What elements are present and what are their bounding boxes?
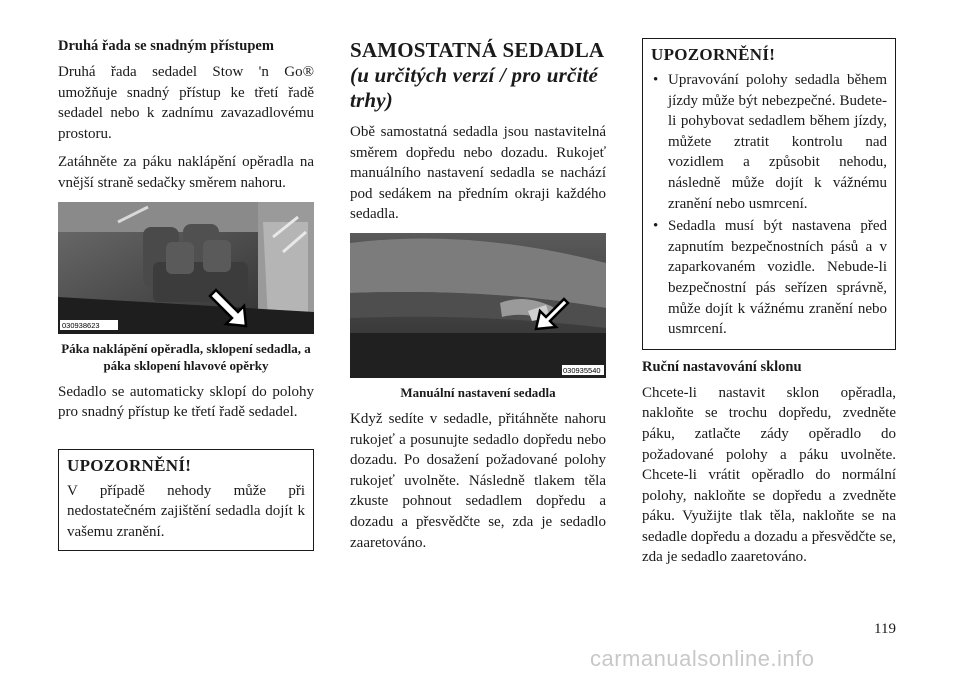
- paragraph: Obě samostatná sedadla jsou nastavitelná směrem dopředu nebo dozadu. Rukojeť manuálního nastavení sedadla se nachází pod sedákem na předním okraji každého sedadla.: [350, 124, 606, 223]
- paragraph: Když sedíte v sedadle, přitáhněte nahoru rukojeť a posunujte sedadlo dopředu nebo dozadu. Po dosažení požadované polohy rukojeť uvolněte. Následně tlakem těla zkuste pohnout sedadlem dopředu a dozadu a přesvědčte se, zda je sedadlo zaaretováno.: [350, 410, 606, 551]
- section-title: SAMOSTATNÁ SEDADLA: [350, 38, 605, 62]
- bullet-icon: •: [653, 218, 659, 235]
- figure-code: 030935540: [563, 365, 601, 375]
- warning-box: [58, 449, 314, 551]
- warning-title: UPOZORNĚNÍ!: [651, 45, 776, 64]
- column-right: [642, 38, 896, 576]
- bullet-icon: •: [653, 72, 659, 88]
- figure-seat-lever: [58, 202, 314, 334]
- paragraph: Druhá řada sedadel Stow 'n Go® umožňuje snadný přístup ke třetí řadě sedadel nebo k zadnímu zavazadlovému prostoru.: [58, 64, 314, 142]
- page-number: 119: [874, 621, 896, 637]
- warning-item: • Sedadla musí být nastavena před zapnutím bezpečnostních pásů a v zaparkovaném vozidle. Nebude-li bezpečnostní pás seřízen správně, může dojít k vážnému zranění nebo usmrcení.: [653, 218, 887, 338]
- seat-interior-photo: [58, 202, 314, 334]
- column-left: [58, 38, 314, 551]
- seat-adjuster-photo: [350, 233, 606, 378]
- paragraph: Zatáhněte za páku naklápění opěradla na vnější straně sedačky směrem nahoru.: [58, 154, 314, 191]
- warning-title: UPOZORNĚNÍ!: [67, 455, 192, 475]
- paragraph: Sedadlo se automaticky sklopí do polohy pro snadný přístup ke třetí řadě sedadel.: [58, 383, 314, 421]
- section-heading-recline: Ruční nastavování sklonu: [642, 358, 802, 375]
- figure-seat-adjuster: [350, 233, 606, 378]
- figure-caption: Páka naklápění opěradla, sklopení sedadla, a páka sklopení hlavové opěrky: [61, 340, 311, 373]
- watermark: carmanualsonline.info: [590, 646, 815, 671]
- section-subtitle: (u určitých verzí / pro určité trhy): [350, 63, 599, 112]
- section-heading-individual-seats: [350, 38, 606, 113]
- warning-item: • Upravování polohy sedadla během jízdy může být nebezpečné. Budete-li pohybovat sedadlem během jízdy, můžete ztratit kontrolu nad vozidlem a způsobit nehodu, následně může dojít k vážnému zranění nebo usmrcení.: [653, 72, 887, 212]
- figure-caption: Manuální nastavení sedadla: [400, 384, 556, 400]
- figure-code: 030938623: [62, 320, 100, 330]
- column-middle: [350, 38, 606, 561]
- paragraph: Chcete-li nastavit sklon opěradla, nakloňte se trochu dopředu, zvedněte páku, zatlačte zády opěradlo do požadované polohy a páku uvolněte. Chcete-li vrátit opěradlo do normální polohy, nakloňte se dopředu a zvedněte páku. Využijte tlak těla, nakloňte se na sedadle dopředu a dozadu a přesvědčte se, zda je sedadlo zaaretováno.: [642, 384, 896, 566]
- warning-box: [642, 38, 896, 350]
- section-heading-easy-access: Druhá řada se snadným přístupem: [58, 38, 274, 54]
- warning-list: [651, 70, 887, 340]
- warning-text: V případě nehody může při nedostatečném zajištění sedadla dojít k vašemu zranění.: [67, 482, 305, 540]
